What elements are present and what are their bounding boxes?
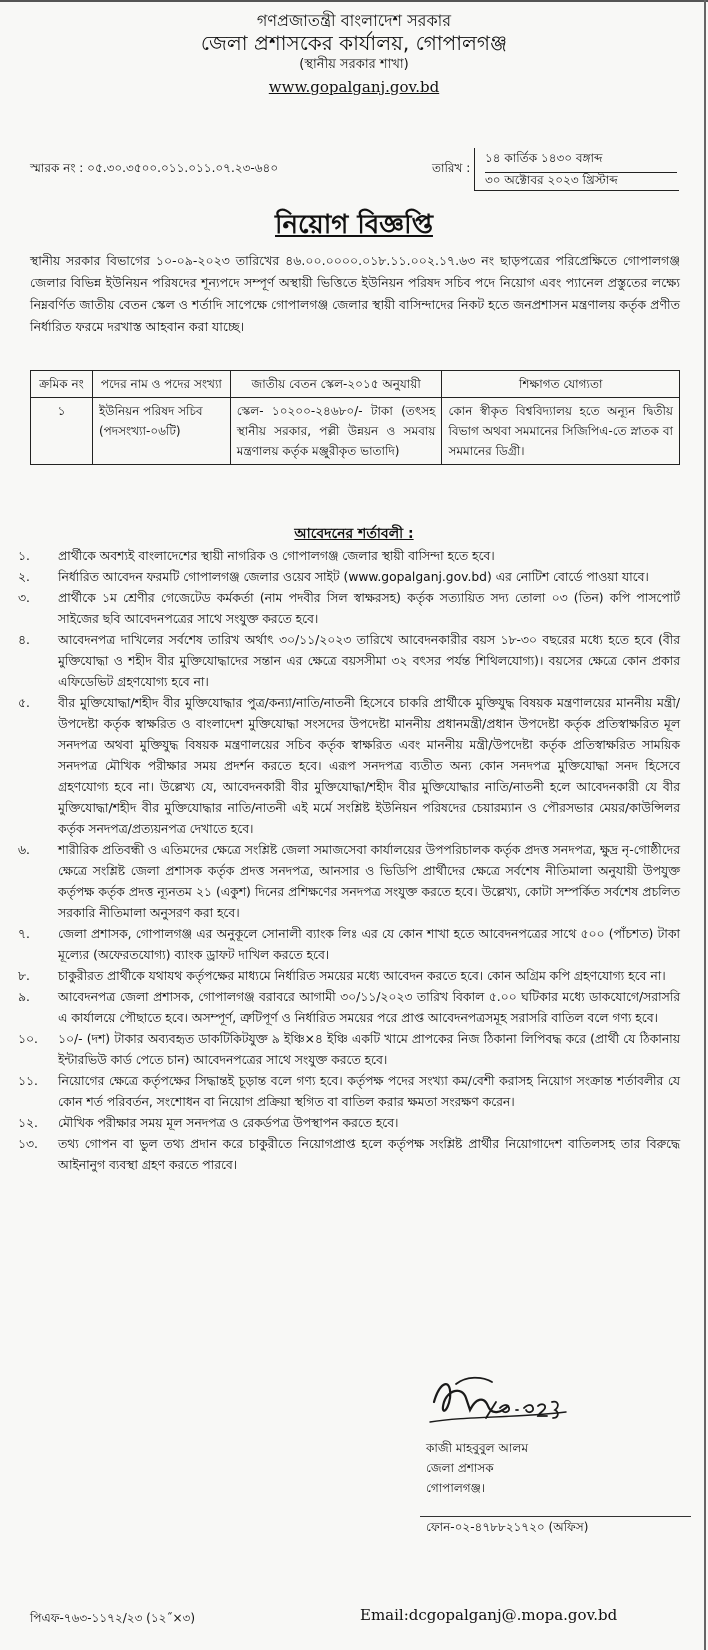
print-code: পিএফ-৭৬৩-১১৭২/২৩ (১২˝×৩) bbox=[30, 1611, 195, 1625]
condition-item bbox=[18, 567, 680, 588]
condition-item bbox=[18, 693, 680, 840]
condition-text: বীর মুক্তিযোদ্ধা/শহীদ বীর মুক্তিযোদ্ধার পুত্র/কন্যা/নাতি/নাতনী হিসেবে চাকরি প্রার্থীকে মুক্তিযুদ্ধ বিষয়ক মন্ত্রণালয়ের মাননীয় মন্ত্রী/উপদেষ্টা কর্তৃক স্বাক্ষরিত ও বাংলাদেশ মুক্তিযোদ্ধা সংসদের উপদেষ্টা মাননীয় প্রধানমন্ত্রী/প্রধান উপদেষ্টা কর্তৃক প্রতিস্বাক্ষরিত মূল সনদপত্র অথবা মুক্তিযুদ্ধ বিষয়ক মন্ত্রণালয়ের সচিব কর্তৃক স্বাক্ষরিত এবং মাননীয় মন্ত্রী/উপদেষ্টা কর্তৃক প্রতিস্বাক্ষরিত সাময়িক সনদপত্র মৌখিক পরীক্ষার সময় প্রদর্শন করতে হবে। এরূপ সনদপত্র ব্যতীত অন্য কোন সনদপত্র মুক্তিযোদ্ধা সনদ হিসেবে গ্রহণযোগ্য হবে না। উল্লেখ্য যে, আবেদনকারী বীর মুক্তিযোদ্ধা/শহীদ বীর মুক্তিযোদ্ধার নাতি/নাতনী হলে আবেদনকারী যে বীর মুক্তিযোদ্ধা/শহীদ বীর মুক্তিযোদ্ধার নাতি/নাতনী এই মর্মে সংশ্লিষ্ট ইউনিয়ন পরিষদের চেয়ারম্যান ও পৌরসভার মেয়র/কাউন্সিলর কর্তৃক সনদপত্র/প্রত্যয়নপত্র দেখাতে হবে। bbox=[58, 696, 680, 836]
handwritten-signature bbox=[426, 1372, 576, 1430]
condition-text: প্রার্থীকে অবশ্যই বাংলাদেশের স্থায়ী নাগরিক ও গোপালগঞ্জ জেলার স্থায়ী বাসিন্দা হতে হবে। bbox=[58, 549, 495, 563]
office-email[interactable]: Email:dcgopalganj@.mopa.gov.bd bbox=[360, 1606, 618, 1624]
officer-location: গোপালগঞ্জ। bbox=[426, 1481, 486, 1495]
condition-number: ১১. bbox=[18, 1074, 38, 1088]
signoff-block bbox=[420, 1438, 630, 1498]
col-qualification: শিক্ষাগত যোগ্যতা bbox=[442, 371, 680, 398]
letterhead bbox=[0, 10, 708, 98]
col-serial: ক্রমিক নং bbox=[31, 371, 93, 398]
condition-text: শারীরিক প্রতিবন্ধী ও এতিমদের ক্ষেত্রে সংশ্লিষ্ট জেলা সমাজসেবা কার্যালয়ের উপপরিচালক কর্তৃক প্রদত্ত সনদপত্র, ক্ষুদ্র নৃ-গোষ্ঠীদের ক্ষেত্রে সংশ্লিষ্ট জেলা প্রশাসক কর্তৃক প্রদত্ত সনদপত্র, আনসার ও ভিডিপি প্রার্থীদের ক্ষেত্রে সর্বশেষ নীতিমালা অনুযায়ী উপযুক্ত কর্তৃপক্ষ কর্তৃক প্রদত্ত ন্যূনতম ২১ (একুশ) দিনের প্রশিক্ষণের সনদপত্র সংযুক্ত করতে হবে। উল্লেখ্য, কোটা সম্পর্কিত সর্বশেষ প্রচলিত সরকারি নীতিমালা অনুসরণ করা হবে। bbox=[58, 843, 680, 920]
memo-reference: স্মারক নং : ০৫.৩০.৩৫০০.০১১.০১১.০৭.২৩-৬৪০ bbox=[30, 161, 279, 175]
condition-number: ২. bbox=[18, 570, 30, 584]
condition-text: চাকুরীরত প্রার্থীকে যথাযথ কর্তৃপক্ষের মাধ্যমে নির্ধারিত সময়ের মধ্যে আবেদন করতে হবে। কোন অগ্রিম কপি গ্রহণযোগ্য হবে না। bbox=[58, 969, 666, 983]
condition-item bbox=[18, 630, 680, 693]
condition-text: প্রার্থীকে ১ম শ্রেণীর গেজেটেড কর্মকর্তা (নাম পদবীর সিল স্বাক্ষরসহ) কর্তৃক সত্যায়িত সদ্য তোলা ০৩ (তিন) কপি পাসপোর্ট সাইজের ছবি আবেদনপত্রের সাথে সংযুক্ত করতে হবে। bbox=[58, 591, 680, 626]
condition-text: আবেদনপত্র জেলা প্রশাসক, গোপালগঞ্জ বরাবরে আগামী ৩০/১১/২০২৩ তারিখ বিকাল ৫.০০ ঘটিকার মধ্যে ডাকযোগে/সরাসরি এ কার্যালয়ে পৌছাতে হবে। অসম্পূর্ণ, ত্রুটিপূর্ণ ও নির্ধারিত সময়ের পরে প্রাপ্ত আবেদনপত্রসমূহ সরাসরি বাতিল বলে গণ্য হবে। bbox=[58, 990, 680, 1025]
conditions-list bbox=[18, 546, 680, 1176]
condition-number: ৫. bbox=[18, 696, 30, 710]
date-bangla: ১৪ কার্তিক ১৪৩০ বঙ্গাব্দ bbox=[485, 150, 677, 173]
officer-name: কাজী মাহবুবুল আলম bbox=[426, 1441, 529, 1455]
condition-text: নিয়োগের ক্ষেত্রে কর্তৃপক্ষের সিদ্ধান্তই চূড়ান্ত বলে গণ্য হবে। কর্তৃপক্ষ পদের সংখ্যা কম/বেশী করাসহ নিয়োগ সংক্রান্ত শর্তাবলীর যে কোন শর্ত পরিবর্তন, সংশোধন বা নিয়োগ প্রক্রিয়া স্থগিত বা বাতিল করার ক্ষমতা সংরক্ষণ করেন। bbox=[58, 1074, 680, 1109]
condition-text: মৌখিক পরীক্ষার সময় মূল সনদপত্র ও রেকর্ডপত্র উপস্থাপন করতে হবে। bbox=[58, 1116, 399, 1130]
cell-serial: ১ bbox=[31, 398, 93, 465]
date-box bbox=[474, 148, 679, 191]
office-phone: ফোন-০২-৪৭৮৮২১৭২০ (অফিস) bbox=[420, 1516, 691, 1539]
condition-number: ৬. bbox=[18, 843, 30, 857]
condition-text: নির্ধারিত আবেদন ফরমটি গোপালগঞ্জ জেলার ওয়েব সাইট (www.gopalganj.gov.bd) এর নোটিশ বোর্ডে পাওয়া যাবে। bbox=[58, 570, 649, 584]
date-label: তারিখ : bbox=[432, 161, 471, 175]
branch-name: (স্থানীয় সরকার শাখা) bbox=[299, 57, 409, 72]
condition-item bbox=[18, 840, 680, 924]
cell-scale: স্কেল- ১০২০০-২৪৬৮০/- টাকা (তৎসহ স্থানীয় সরকার, পল্লী উন্নয়ন ও সমবায় মন্ত্রণালয় কর্তৃক মঞ্জুরীকৃত ভাতাদি) bbox=[230, 398, 442, 465]
col-post: পদের নাম ও পদের সংখ্যা bbox=[92, 371, 230, 398]
condition-number: ১. bbox=[18, 549, 30, 563]
condition-text: ১০/- (দশ) টাকার অব্যবহৃত ডাকটিকিটযুক্ত ৯ ইঞ্চি×৪ ইঞ্চি একটি খামে প্রাপকের নিজ ঠিকানা লিপিবদ্ধ করে (প্রার্থী যে ঠিকানায় ইন্টারভিউ কার্ড পেতে চান) আবেদনপত্রের সাথে সংযুক্ত করতে হবে। bbox=[58, 1032, 680, 1067]
condition-item bbox=[18, 1029, 680, 1071]
condition-item bbox=[18, 987, 680, 1029]
intro-paragraph: স্থানীয় সরকার বিভাগের ১০-০৯-২০২৩ তারিখের ৪৬.০০.০০০০.০১৮.১১.০০২.১৭.৬৩ নং ছাড়পত্রের পরিপ্রেক্ষিতে গোপালগঞ্জ জেলার বিভিন্ন ইউনিয়ন পরিষদের শূন্যপদে সম্পূর্ণ অস্থায়ী ভিত্তিতে ইউনিয়ন পরিষদ সচিব পদে নিয়োগ এবং প্যানেল প্রস্তুতের লক্ষ্যে নিম্নবর্ণিত জাতীয় বেতন স্কেল ও শর্তাদি সাপেক্ষে গোপালগঞ্জ জেলার স্থায়ী বাসিন্দাদের নিকট হতে জনপ্রশাসন মন্ত্রণালয় কর্তৃক প্রণীত নির্ধারিত ফরমে দরখাস্ত আহবান করা যাচ্ছে। bbox=[30, 253, 680, 334]
condition-item bbox=[18, 588, 680, 630]
cell-qualification: কোন স্বীকৃত বিশ্ববিদ্যালয় হতে অন্যূন দ্বিতীয় বিভাগ অথবা সমমানের সিজিপিএ-তে স্নাতক বা সমমানের ডিগ্রী। bbox=[442, 398, 680, 465]
conditions-title: আবেদনের শর্তাবলী : bbox=[294, 526, 414, 542]
condition-item bbox=[18, 1134, 680, 1176]
office-name: জেলা প্রশাসকের কার্যালয়, গোপালগঞ্জ bbox=[200, 31, 508, 55]
post-table bbox=[30, 370, 680, 465]
table-row bbox=[31, 398, 680, 465]
condition-number: ১২. bbox=[18, 1116, 38, 1130]
col-scale: জাতীয় বেতন স্কেল-২০১৫ অনুযায়ী bbox=[230, 371, 442, 398]
condition-number: ১৩. bbox=[18, 1137, 38, 1151]
notice-title: নিয়োগ বিজ্ঞপ্তি bbox=[275, 210, 433, 240]
condition-number: ৭. bbox=[18, 927, 30, 941]
condition-item bbox=[18, 924, 680, 966]
officer-designation: জেলা প্রশাসক bbox=[426, 1461, 494, 1475]
date-english: ৩০ অক্টোবর ২০২৩ খ্রিস্টাব্দ bbox=[485, 173, 618, 187]
condition-number: ৩. bbox=[18, 591, 30, 605]
condition-number: ৯. bbox=[18, 990, 30, 1004]
website-link[interactable]: www.gopalganj.gov.bd bbox=[268, 78, 440, 96]
condition-item bbox=[18, 1071, 680, 1113]
cell-post: ইউনিয়ন পরিষদ সচিব (পদসংখ্যা-০৬টি) bbox=[92, 398, 230, 465]
condition-number: ৮. bbox=[18, 969, 30, 983]
condition-item bbox=[18, 966, 680, 987]
condition-text: আবেদনপত্র দাখিলের সর্বশেষ তারিখ অর্থাৎ ৩০/১১/২০২৩ তারিখে আবেদনকারীর বয়স ১৮-৩০ বছরের মধ্যে হতে হবে (বীর মুক্তিযোদ্ধা ও শহীদ বীর মুক্তিযোদ্ধাদের সন্তান এর ক্ষেত্রে বয়সসীমা ৩২ বৎসর পর্যন্ত শিথিলযোগ্য)। বয়সের ক্ষেত্রে কোন প্রকার এফিডেভিট গ্রহণযোগ্য হবে না। bbox=[58, 633, 680, 689]
top-border bbox=[0, 0, 708, 2]
govt-name: গণপ্রজাতন্ত্রী বাংলাদেশ সরকার bbox=[256, 11, 452, 30]
table-header-row bbox=[31, 371, 680, 398]
condition-number: ৪. bbox=[18, 633, 30, 647]
condition-item bbox=[18, 546, 680, 567]
condition-number: ১০. bbox=[18, 1032, 38, 1046]
condition-item bbox=[18, 1113, 680, 1134]
condition-text: তথ্য গোপন বা ভুল তথ্য প্রদান করে চাকুরীতে নিয়োগপ্রাপ্ত হলে কর্তৃপক্ষ সংশ্লিষ্ট প্রার্থীর নিয়োগাদেশ বাতিলসহ তার বিরুদ্ধে আইনানুগ ব্যবস্থা গ্রহণ করতে পারবে। bbox=[58, 1137, 680, 1172]
condition-text: জেলা প্রশাসক, গোপালগঞ্জ এর অনুকূলে সোনালী ব্যাংক লিঃ এর যে কোন শাখা হতে আবেদনপত্রের সাথে ৫০০ (পাঁচশত) টাকা মূল্যের (অফেরতযোগ্য) ব্যাংক ড্রাফট দাখিল করতে হবে। bbox=[58, 927, 680, 962]
